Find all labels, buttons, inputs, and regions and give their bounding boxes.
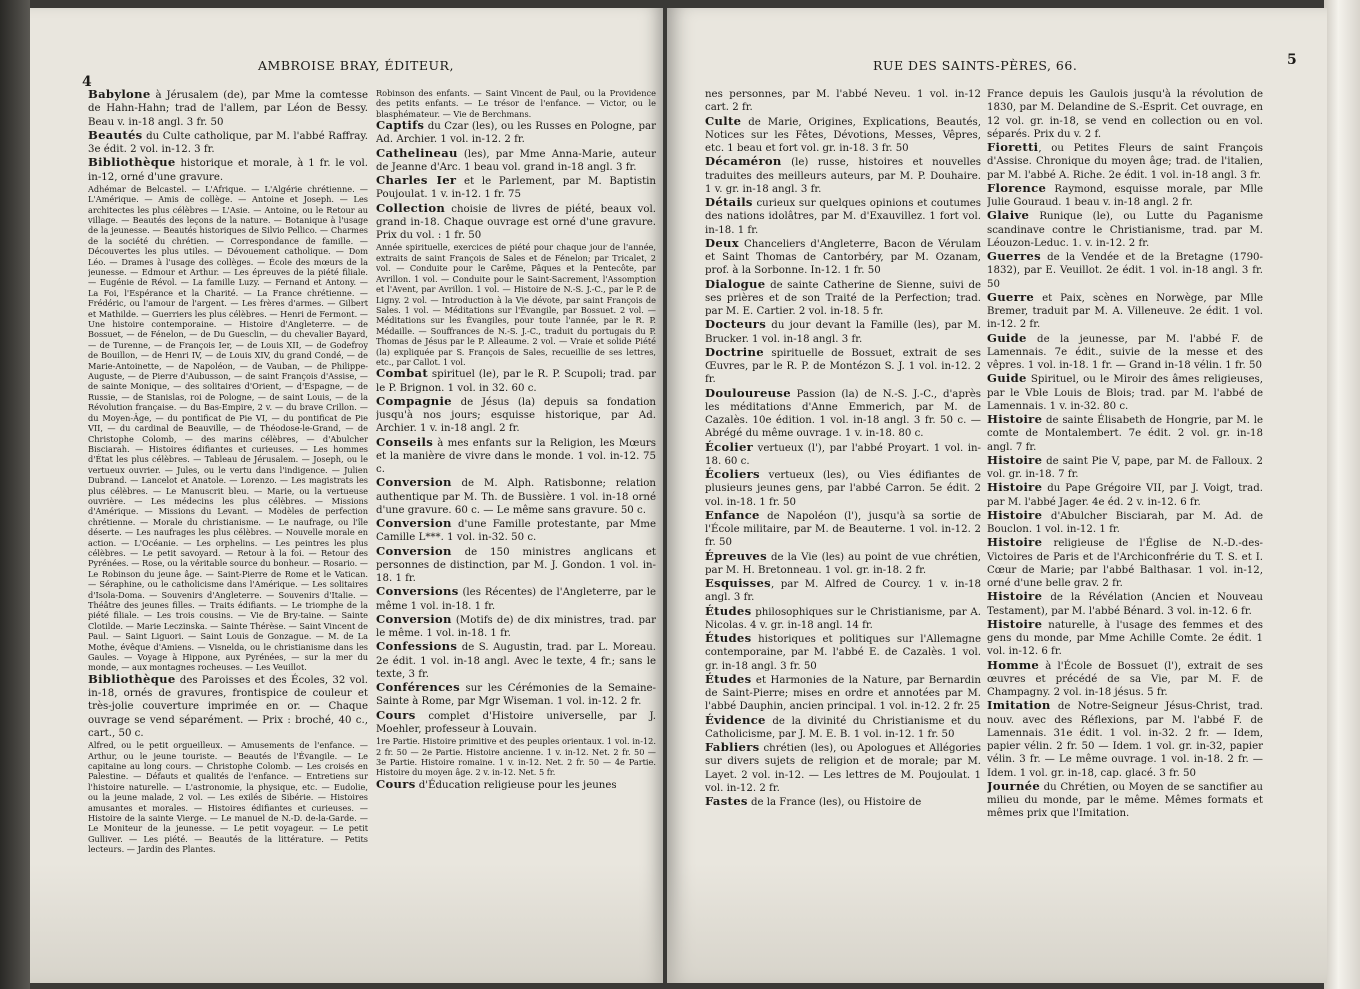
catalog-entry (705, 673, 981, 714)
entry-title: Histoire (987, 412, 1043, 426)
entry-title: Docteurs (705, 317, 767, 332)
entry-title: Bibliothèque (88, 155, 176, 170)
entry-title: Fastes (705, 794, 748, 808)
catalog-entry (705, 714, 981, 742)
entry-title: Histoire (987, 589, 1043, 604)
catalog-entry (705, 237, 981, 278)
entry-description: de la France (les), ou Histoire de (747, 797, 922, 808)
entry-description: Runique (le), ou Lutte du Paganisme scandinave contre le Christianisme, trad. par M. Léouzon-Leduc. 1. v. in-12. 2 fr. (987, 211, 1263, 249)
dark-background-left (0, 0, 30, 989)
entry-title: Doctrine (705, 344, 764, 359)
catalog-entry (705, 509, 981, 550)
catalog-entry (705, 387, 981, 441)
entry-description: sur les Cérémonies de la Semaine-Sainte à Rome, par Mgr Wiseman. 1 vol. in-12. 2 fr. (376, 683, 656, 708)
entry-description: Chanceliers d'Angleterre, Bacon de Vérulam et Saint Thomas de Cantorbéry, par M. Ozanam, prof. à la Sorbonne. In-12. 1 fr. 50 (705, 238, 981, 277)
catalog-entry (376, 545, 656, 586)
catalog-entry (987, 509, 1263, 537)
catalog-entry (705, 795, 981, 809)
catalog-entry (987, 481, 1263, 509)
catalog-entry (987, 291, 1263, 332)
entry-title: Guide (987, 371, 1027, 386)
catalog-entry (376, 681, 656, 709)
entry-description: de 150 ministres anglicans et personnes de distinction, par M. J. Gondon. 1 vol. in-18. 1 fr. (376, 546, 656, 585)
entry-description: de sainte Catherine de Sienne, suivi de ses prières et de son Traité de la Perfection; trad. par M. E. Cartier. 2 vol. in-18. 5 fr. (705, 279, 981, 317)
entry-title: Bibliothèque (88, 671, 176, 686)
entry-description: de la jeunesse, par M. l'abbé F. de Lamennais. 7e édit., suivie de la messe et des vêpres. 1 vol. in-18. 1 fr. — Grand in-18 vélin. 1 fr. 50 (987, 333, 1263, 371)
entry-title: Épreuves (705, 548, 767, 563)
catalog-entry (987, 536, 1263, 590)
entry-description: , ou Petites Fleurs de saint François d'Assise. Chronique du moyen âge; trad. de l'italien, par M. l'abbé A. Riche. 2e édit. 1 vol. in-18 angl. 3 fr. (987, 143, 1263, 181)
entry-title: Histoire (987, 507, 1043, 522)
catalog-entry (376, 778, 656, 792)
entry-title: Charles Ier (376, 173, 457, 188)
entry-description: (Motifs de) de dix ministres, trad. par le même. 1 vol. in-18. 1 fr. (376, 614, 656, 640)
entry-title: Douloureuse (705, 385, 791, 400)
catalog-entry (88, 673, 368, 740)
catalog-entry (987, 454, 1263, 482)
catalog-entry: Année spirituelle, exercices de piété pour chaque jour de l'année, extraits de saint François de Sales et de Fénelon; par Tricalet, 2 vol. — Conduite pour le Carême, Pâques et la Pentecôte, par Avrillon. 1 vol. — Conduite pour le Saint-Sacrement, l'Assomption et l'Avent, par Avrillon. 1 vol. — Histoire de N.-S. J.-C., par le P. de Ligny. 2 vol. — Introduction à la Vie dévote, par saint François de Sales. 1 vol. — Méditations sur l'Évangile, par Bossuet. 2 vol. — Méditations sur les Évangiles, pour toute l'année, par le R. P. Médaille. — Souffrances de N.-S. J.-C., traduit du portugais du P. Thomas de Jésus par le P. Alleaume. 2 vol. — Vraie et solide Piété (la) expliquée par S. François de Sales, recueillie de ses lettres, etc., par Callot. 1 vol. (376, 242, 656, 367)
catalog-entry (376, 119, 656, 147)
entry-title: Enfance (705, 507, 760, 522)
entry-title: Esquisses (705, 576, 771, 590)
catalog-entry: Robinson des enfants. — Saint Vincent de Paul, ou la Providence des petits enfants. — Le trésor de l'enfance. — Victor, ou le blasphémateur. — Vie de Berchmans. (376, 88, 656, 119)
entry-description: d'Éducation religieuse pour les jeunes (415, 779, 617, 791)
catalog-entry (705, 577, 981, 605)
entry-title: Écolier (705, 439, 754, 454)
left-page (30, 8, 663, 983)
entry-description: de Jésus (la) depuis sa fondation jusqu'à nos jours; esquisse historique, par Ad. Archier. 1 v. in-18 angl. 2 fr. (376, 396, 656, 435)
right-page (667, 8, 1327, 983)
entry-title: Conversions (376, 584, 459, 599)
catalog-entry (376, 476, 656, 517)
catalog-entry (987, 250, 1263, 291)
catalog-entry: 1re Partie. Histoire primitive et des peuples orientaux. 1 vol. in-12. 2 fr. 50 — 2e Partie. Histoire ancienne. 1 v. in-12. Net. 2 fr. 50 — 3e Partie. Histoire romaine. 1 v. in-12. Net. 2 fr. 50 — 4e Partie. Histoire du moyen âge. 2 v. in-12. Net. 5 fr. (376, 736, 656, 778)
entry-description: vertueux (les), ou Vies édifiantes de plusieurs jeunes gens, par l'abbé Carron. 5e édit. 2 vol. in-18. 1 fr. 50 (705, 470, 981, 508)
entry-title: Homme (987, 657, 1040, 672)
right-column-1 (705, 88, 981, 968)
page-edge-right (1324, 0, 1360, 989)
entry-title: Évidence (705, 712, 766, 727)
catalog-entry (987, 209, 1263, 250)
catalog-entry (88, 156, 368, 184)
catalog-entry (987, 618, 1263, 659)
entry-title: Histoire (987, 535, 1043, 550)
catalog-entry (705, 632, 981, 673)
catalog-entry (705, 550, 981, 578)
catalog-entry (705, 605, 981, 633)
entry-description: (les), par Mme Anna-Marie, auteur de Jeanne d'Arc. 1 beau vol. grand in-18 angl. 3 fr. (376, 148, 656, 173)
entry-description: de la Vie (les) au point de vue chrétien, par M. H. Bretonneau. 1 vol. gr. in-18. 2 fr. (705, 551, 981, 576)
catalog-entry (705, 88, 981, 115)
catalog-entry (376, 709, 656, 737)
entry-description: Raymond, esquisse morale, par Mlle Julie Gouraud. 1 beau v. in-18 angl. 2 fr. (987, 183, 1263, 208)
entry-description: naturelle, à l'usage des femmes et des gens du monde, par Mme Achille Comte. 2e édit. 1 vol. in-12. 6 fr. (987, 619, 1263, 658)
catalog-entry (705, 155, 981, 196)
entry-description: de Napoléon (l'), jusqu'à sa sortie de l'École militaire, par M. de Beauterne. 1 vol. in-12. 2 fr. 50 (705, 510, 981, 549)
catalog-entry (987, 88, 1263, 141)
entry-title: Cours (376, 707, 416, 722)
page-number-left: 4 (82, 74, 92, 90)
catalog-entry (987, 182, 1263, 210)
entry-title: Guide (987, 330, 1027, 345)
entry-description: (le) russe, histoires et nouvelles traduites des meilleurs auteurs, par M. P. Douhaire. 1 v. gr. in-18 angl. 3 fr. (705, 157, 981, 195)
entry-title: Combat (376, 366, 429, 381)
entry-title: Compagnie (376, 393, 452, 408)
entry-title: Beautés (88, 127, 143, 142)
entry-title: Journée (987, 778, 1041, 793)
entry-title: Études (705, 631, 752, 645)
entry-description: du Pape Grégoire VII, par J. Voigt, trad. par M. l'abbé Jager. 4e éd. 2 v. in-12. 6 fr. (987, 483, 1263, 508)
catalog-entry: Adhémar de Belcastel. — L'Afrique. — L'Algérie chrétienne. — L'Amérique. — Amis de collège. — Antoine et Joseph. — Les architectes les plus célèbres — L'Asie. — Antoine, ou le Retour au village. — Beautés des leçons de la nature. — Botanique à l'usage de la jeunesse. — Beautés historiques de Silvio Pellico. — Charmes de la société du chrétien. — Correspondance de famille. — Découvertes les plus utiles. — Dévouement catholique. — Dom Léo. — Drames à l'usage des collèges. — École des mœurs de la jeunesse. — Edmour et Arthur. — Les épreuves de la piété filiale. — Eugénie de Révol. — La famille Luzy. — Fernand et Antony. — La Foi, l'Espérance et la Charité. — La France chrétienne. — Frédéric, ou l'amour de l'argent. — Les frères d'armes. — Gilbert et Mathilde. — Guerriers les plus célèbres. — Henri de Fermont. — Une histoire contemporaine. — Histoire d'Angleterre. — de Bossuet, — de Fénelon, — de Du Guesclin, — du chevalier Bayard, — de Turenne, — de François Ier, — de Louis XII, — de Godefroy de Bouillon, — de Henri IV, — de Louis XIV, du grand Condé, — de Marie-Antoinette, — de Napoléon, — de Vauban, — de Philippe-Auguste, — de Pierre d'Aubusson, — de saint François d'Assise, — de sainte Monique, — des solitaires d'Orient, — d'Espagne, — de Russie, — de Stanislas, roi de Pologne, — de saint Louis, — de la Révolution française. — du Bas-Empire, 2 v. — du brave Crillon. — du Moyen-Âge, — du pontificat de Pie VI, — du pontificat de Pie VII, — du cardinal de Beauville, — de Théodose-le-Grand, — de Christophe Colomb, — des marins célèbres, — d'Abulcher Bisciarah. — Histoires édifiantes et curieuses. — Les hommes d'État les plus célèbres. — Tableau de Jérusalem. — Joseph, ou le vertueux ouvrier. — Jules, ou le vertu dans l'indigence. — Julien Dubrand. — Lancelot et Anatole. — Lorenzo. — Les magistrats les plus célèbres. — Le Manuscrit bleu. — Marie, ou la vertueuse ouvrière. — Les médecins les plus célèbres. — Missions d'Amérique. — Missions du Levant. — Modèles de perfection chrétienne. — Morale du christianisme. — Le naufrage, ou l'île déserte. — Les naufrages les plus célèbres. — Nouvelle morale en action. — L'Océanie. — Les orphelins. — Les peintres les plus célèbres. — Le petit savoyard. — Retour à la foi. — Retour des Pyrénées. — Rose, ou la véritable source du bonheur. — Rosario. — Le Robinson du jeune âge. — Saint-Pierre de Rome et le Vatican. — Séraphine, ou le catholicisme dans l'Amérique. — Les solitaires d'Isola-Doma. — Souvenirs d'Angleterre. — Souvenirs d'Italie. — Théâtre des jeunes filles. — Traits édifiants. — Le triomphe de la piété filiale. — Les trois cousins. — Vie de Bry-taine. — Sainte Clotilde. — Marie Leczinska. — Sainte Thérèse. — Saint Vincent de Paul. — Saint Liguori. — Saint Louis de Gonzague. — M. de La Mothe, évêque d'Amiens. — Visnelda, ou le christianisme dans les Gaules. — Voyage à Hippone, aux Pyrénées, — sur la mer du monde, — aux montagnes rocheuses. — Les Veuillot. (88, 183, 368, 673)
catalog-entry (705, 468, 981, 509)
entry-description: du Chrétien, ou Moyen de se sanctifier au milieu du monde, par le même. Mêmes formats et mêmes prix que l'Imitation. (987, 781, 1263, 820)
entry-title: Florence (987, 180, 1047, 195)
catalog-entry (376, 174, 656, 202)
entry-title: Imitation (987, 698, 1051, 713)
entry-title: Collection (376, 200, 446, 215)
catalog-entry (376, 367, 656, 395)
entry-description: chrétien (les), ou Apologues et Allégories sur divers sujets de religion et de morale; par M. Layet. 2 vol. in-12. — Les lettres de M. Poujoulat. 1 vol. in-12. 2 fr. (705, 743, 981, 794)
catalog-entry (705, 441, 981, 469)
catalog-entry (987, 590, 1263, 618)
catalog-entry (987, 372, 1263, 413)
catalog-entry (376, 640, 656, 681)
entry-description: de la Révélation (Ancien et Nouveau Testament), par M. l'abbé Bénard. 3 vol. in-12. 6 fr. (987, 592, 1263, 617)
entry-title: Fabliers (705, 740, 760, 754)
entry-title: Guerres (987, 249, 1041, 263)
entry-description: et le Parlement, par M. Baptistin Poujoulat. 1 v. in-12. 1 fr. 75 (376, 176, 656, 201)
catalog-entry (376, 613, 656, 641)
entry-title: Glaive (987, 208, 1030, 223)
entry-description: d'Abulcher Bisciarah, par M. Ad. de Bouclon. 1 vol. in-12. 1 fr. (987, 510, 1263, 535)
entry-description: philosophiques sur le Christianisme, par A. Nicolas. 4 v. gr. in-18 angl. 14 fr. (705, 606, 981, 631)
entry-title: Histoire (987, 616, 1043, 631)
entry-title: Babylone (88, 88, 151, 101)
entry-description: de la Vendée et de la Bretagne (1790-1832), par E. Veuillot. 2e édit. 1 vol. in-18 angl. 3 fr. 50 (987, 252, 1263, 290)
left-column-2 (376, 88, 656, 968)
entry-description: et Harmonies de la Nature, par Bernardin de Saint-Pierre; mises en ordre et annotées par M. l'abbé Dauphin, ancien principal. 1 vol. in-12. 2 fr. 25 (705, 674, 981, 713)
catalog-entry (376, 436, 656, 477)
entry-description: France depuis les Gaulois jusqu'à la révolution de 1830, par M. Delandine de S.-Esprit. Cet ouvrage, en 12 vol. gr. in-18, se vend en collection ou en vol. séparés. Prix du v. 2 f. (987, 89, 1263, 140)
entry-description: , par M. Alfred de Courcy. 1 v. in-18 angl. 3 fr. (705, 579, 981, 604)
entry-title: Fioretti (987, 140, 1039, 154)
entry-description: et Paix, scènes en Norwège, par Mlle Bremer, traduit par M. A. Villeneuve. 2e édit. 1 vol. in-12. 2 fr. (987, 292, 1263, 331)
entry-title: Histoire (987, 452, 1043, 467)
entry-title: Cours (376, 776, 416, 791)
catalog-entry (705, 278, 981, 319)
entry-description: historiques et politiques sur l'Allemagne contemporaine, par M. l'abbé E. de Cazalès. 1 vol. gr. in-18 angl. 3 fr. 50 (705, 634, 981, 672)
entry-title: Études (705, 671, 752, 686)
entry-description: choisie de livres de piété, beaux vol. grand in-18. Chaque ouvrage est orné d'une gravure. Prix du vol. : 1 fr. 50 (376, 203, 656, 242)
entry-description: de sainte Élisabeth de Hongrie, par M. le comte de Montalembert. 7e édit. 2 vol. gr. in-18 angl. 7 fr. (987, 415, 1263, 453)
catalog-entry (376, 395, 656, 436)
entry-title: Conversion (376, 611, 452, 626)
entry-title: Écoliers (705, 467, 760, 481)
entry-title: Dialogue (705, 276, 766, 291)
entry-description: d'une Famille protestante, par Mme Camille L***. 1 vol. in-32. 50 c. (376, 519, 656, 544)
catalog-entry (987, 780, 1263, 821)
entry-description: Spirituel, ou le Miroir des âmes religieuses, par le Vble Louis de Blois; trad. par M. l'abbé de Lamennais. 1 v. in-32. 80 c. (987, 374, 1263, 412)
catalog-entry (376, 202, 656, 243)
entry-title: Décaméron (705, 154, 782, 169)
entry-description: vertueux (l'), par l'abbé Proyart. 1 vol. in-18. 60 c. (705, 442, 981, 467)
entry-description: de Notre-Seigneur Jésus-Christ, trad. nouv. avec des Réflexions, par M. l'abbé F. de Lamennais. 31e édit. 1 vol. in-32. 2 fr. — Idem, papier vélin. 2 fr. 50 — Idem. 1 vol. gr. in-32, papier vélin. 3 fr. — Le même ouvrage. 1 vol. in-18. 2 fr. — Idem. 1 vol. gr. in-18, cap. glacé. 3 fr. 50 (987, 701, 1263, 779)
catalog-entry (705, 346, 981, 387)
entry-description: des Paroisses et des Écoles, 32 vol. in-18, ornés de gravures, frontispice de couleur et très-jolie couverture imprimée en or. — Chaque ouvrage se vend séparément. — Prix : broché, 40 c., cart., 50 c. (88, 674, 368, 739)
entry-description: (les Récentes) de l'Angleterre, par le même 1 vol. in-18. 1 fr. (376, 587, 656, 612)
entry-title: Guerre (987, 289, 1035, 304)
running-head-left: AMBROISE BRAY, ÉDITEUR, (258, 58, 454, 73)
entry-description: spirituelle de Bossuet, extrait de ses Œuvres, par le R. P. de Montézon S. J. 1 vol. in-12. 2 fr. (705, 347, 981, 386)
entry-description: Passion (la) de N.-S. J.-C., d'après les méditations d'Anne Emmerich, par M. de Cazalès. 10e édition. 1 vol. in-18 angl. 3 fr. 50 c. — Abrégé du même ouvrage. 1 v. in-18. 80 c. (705, 388, 981, 440)
entry-description: de Marie, Origines, Explications, Beautés, Notices sur les Fêtes, Dévotions, Messes, Vêpres, etc. 1 beau et fort vol. gr. in-18. 3 fr. 50 (705, 116, 981, 154)
catalog-entry (705, 196, 981, 237)
entry-description: de M. Alph. Ratisbonne; relation authentique par M. Th. de Bussière. 1 vol. in-18 orné d'une gravure. 60 c. — Le même sans gravure. 50 c. (376, 478, 656, 516)
entry-description: du Culte catholique, par M. l'abbé Raffray. 3e édit. 2 vol. in-12. 3 fr. (88, 130, 368, 155)
catalog-entry (987, 332, 1263, 373)
catalog-entry (88, 88, 368, 129)
catalog-entry (376, 147, 656, 175)
entry-title: Conférences (376, 680, 460, 695)
entry-title: Détails (705, 195, 753, 209)
entry-title: Cathelineau (376, 145, 458, 160)
catalog-entry (88, 129, 368, 157)
entry-description: du jour devant la Famille (les), par M. Brucker. 1 vol. in-18 angl. 3 fr. (705, 320, 981, 345)
entry-title: Conseils (376, 434, 434, 449)
entry-description: complet d'Histoire universelle, par J. Moehler, professeur à Louvain. (376, 710, 656, 735)
entry-title: Histoire (987, 480, 1043, 495)
catalog-entry (705, 318, 981, 346)
catalog-entry (987, 659, 1263, 700)
entry-description: historique et morale, à 1 fr. le vol. in-12, orné d'une gravure. (88, 158, 368, 183)
entry-title: Conversion (376, 475, 452, 490)
catalog-entry (987, 141, 1263, 182)
catalog-entry: Alfred, ou le petit orgueilleux. — Amusements de l'enfance. — Arthur, ou le jeune touriste. — Beautés de l'Évangile. — Le capitaine au long cours. — Christophe Colomb. — Les croisés en Palestine. — Défauts et qualités de l'enfance. — Entretiens sur l'histoire naturelle. — L'astronomie, la physique, etc. — Eudolie, ou la jeune malade, 2 vol. — Les exilés de Sibérie. — Histoires amusantes et morales. — Histoires édifiantes et curieuses. — Histoire de la sainte Vierge. — Le manuel de N.-D. de-la-Garde. — Le Moniteur de la jeunesse. — Le petit voyageur. — Le petit Gulliver. — Les piété. — Beautés de la littérature. — Petits lecteurs. — Jardin des Plantes. (88, 740, 368, 855)
catalog-entry (376, 517, 656, 545)
entry-title: Études (705, 603, 752, 618)
entry-description: à mes enfants sur la Religion, les Mœurs et la manière de vivre dans le monde. 1 vol. in-12. 75 c. (376, 437, 656, 476)
entry-description: spirituel (le), par le R. P. Scupoli; trad. par le P. Brignon. 1 vol. in 32. 60 c. (376, 369, 656, 394)
entry-description: curieux sur quelques opinions et coutumes des nations idolâtres, par M. d'Exauvillez. 1 fort vol. in-18. 1 fr. (705, 198, 981, 236)
left-column-1 (88, 88, 368, 968)
entry-description: religieuse de l'Église de N.-D.-des-Victoires de Paris et de l'Archiconfrérie du T. S. et I. Cœur de Marie; par l'abbé Balthasar. 1 vol. in-12, orné d'une belle grav. 2 fr. (987, 538, 1263, 589)
entry-description: nes personnes, par M. l'abbé Neveu. 1 vol. in-12 cart. 2 fr. (705, 89, 981, 114)
entry-title: Culte (705, 113, 742, 128)
catalog-entry (987, 413, 1263, 454)
entry-description: à l'École de Bossuet (l'), extrait de ses œuvres et précédé de sa Vie, par M. F. de Champagny. 2 vol. in-18 jésus. 5 fr. (987, 660, 1263, 698)
entry-description: du Czar (les), ou les Russes en Pologne, par Ad. Archier. 1 vol. in-12. 2 fr. (376, 121, 656, 146)
right-column-2 (987, 88, 1263, 968)
entry-title: Conversion (376, 543, 452, 558)
running-head-right: RUE DES SAINTS-PÈRES, 66. (873, 58, 1078, 73)
catalog-entry (376, 585, 656, 613)
entry-title: Captifs (376, 118, 425, 133)
entry-title: Conversion (376, 516, 452, 531)
catalog-entry (705, 115, 981, 156)
entry-description: à Jérusalem (de), par Mme la comtesse de Hahn-Hahn; trad de l'allem, par Léon de Bessy. Beau v. in-18 angl. 3 fr. 50 (88, 90, 368, 128)
entry-description: de saint Pie V, pape, par M. de Falloux. 2 vol. gr. in-18. 7 fr. (987, 455, 1263, 480)
entry-title: Confessions (376, 639, 458, 654)
catalog-entry (705, 741, 981, 795)
entry-title: Deux (705, 235, 739, 250)
entry-description: de la divinité du Christianisme et du Catholicisme, par J. M. E. B. 1 vol. in-12. 1 fr. 50 (705, 715, 981, 740)
page-number-right: 5 (1287, 52, 1297, 68)
catalog-entry (987, 699, 1263, 780)
entry-description: de S. Augustin, trad. par L. Moreau. 2e édit. 1 vol. in-18 angl. Avec le texte, 4 fr.; sans le texte, 3 fr. (376, 642, 656, 680)
